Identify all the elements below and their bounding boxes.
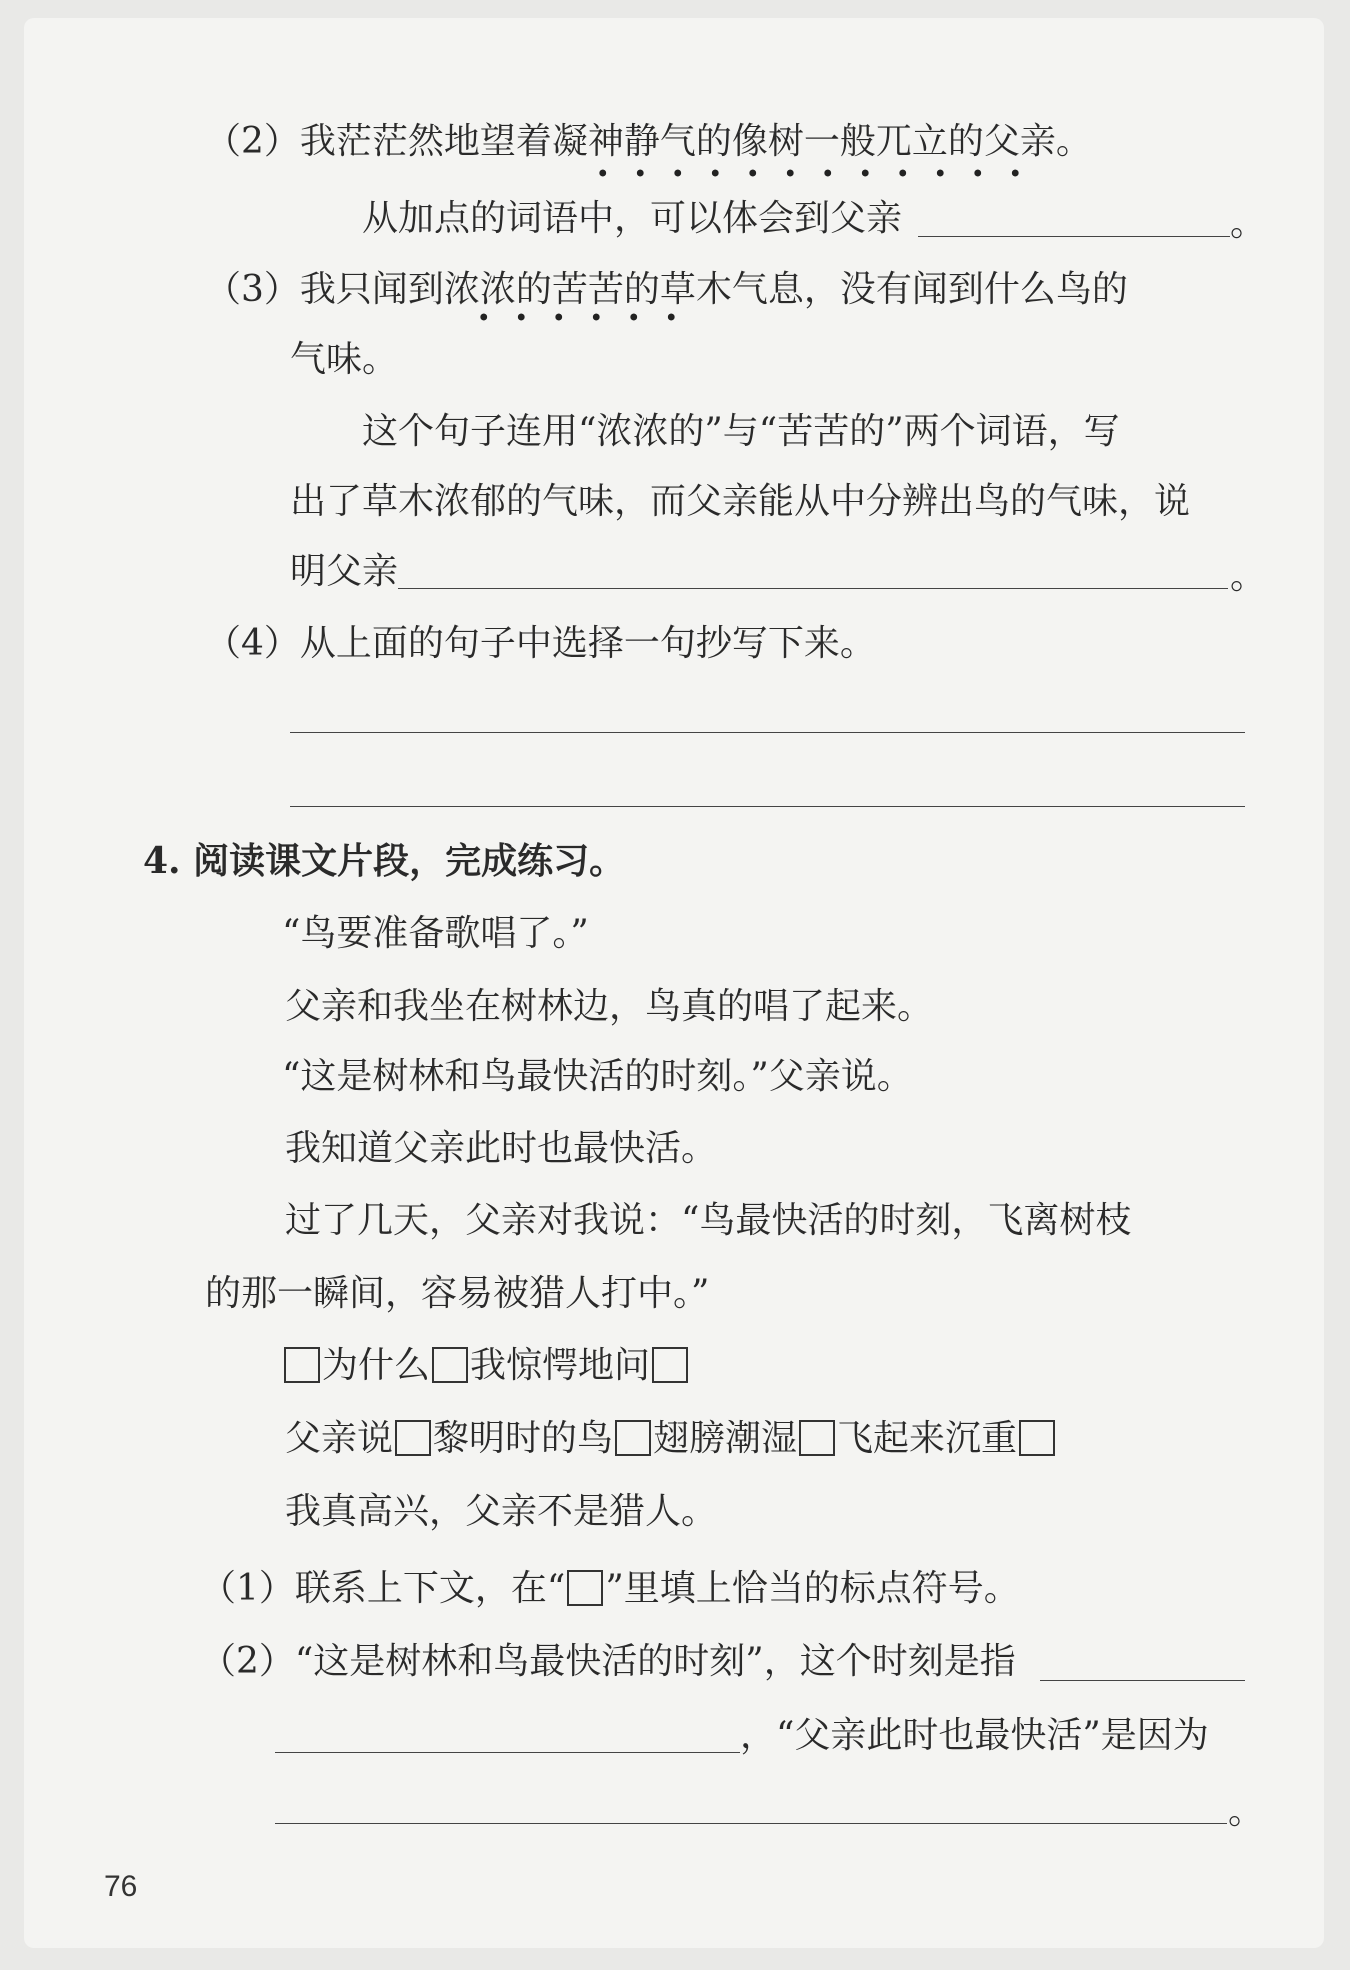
punctuation-box[interactable]	[395, 1420, 431, 1456]
punctuation-box-line-1	[282, 1342, 690, 1390]
punctuation-box[interactable]	[799, 1420, 835, 1456]
text-fragment: 父亲说	[285, 1418, 394, 1459]
sub2-line1: （2）“这是树林和鸟最快活的时刻”，这个时刻是指	[200, 1641, 1016, 1682]
answer-line[interactable]	[290, 806, 1245, 807]
punctuation-box[interactable]	[284, 1347, 320, 1383]
sub1-text-after: ”里填上恰当的标点符号。	[605, 1568, 1020, 1609]
answer-blank[interactable]	[275, 1823, 1227, 1824]
sub1-prompt	[200, 1565, 1020, 1613]
text-fragment: 翅膀潮湿	[653, 1418, 798, 1459]
text-fragment: 我惊愕地问	[470, 1345, 651, 1386]
answer-blank[interactable]	[398, 588, 1228, 589]
emphasis-dots	[584, 168, 1039, 178]
answer-blank[interactable]	[1040, 1680, 1245, 1681]
text-fragment: 为什么	[322, 1345, 431, 1386]
q3-explain-line1: 这个句子连用“浓浓的”与“苦苦的”两个词语，写	[362, 411, 1120, 452]
q3-sentence-line2: 气味。	[290, 339, 399, 380]
text-fragment: 飞起来沉重	[837, 1418, 1018, 1459]
q3-end: 。	[1230, 556, 1267, 597]
punctuation-box[interactable]	[1019, 1420, 1055, 1456]
answer-blank[interactable]	[918, 236, 1230, 237]
page-number: 76	[104, 1870, 138, 1903]
passage-line: 过了几天，父亲对我说：“鸟最快活的时刻，飞离树枝	[285, 1200, 1132, 1241]
punctuation-box[interactable]	[432, 1347, 468, 1383]
q2-sentence: （2）我茫茫然地望着凝神静气的像树一般兀立的父亲。	[205, 121, 1092, 162]
q2-end: 。	[1230, 203, 1267, 244]
emphasis-dots	[465, 312, 690, 322]
passage-line: “鸟要准备歌唱了。”	[282, 913, 589, 954]
punctuation-box[interactable]	[615, 1420, 651, 1456]
answer-blank[interactable]	[275, 1752, 740, 1753]
passage-line: 父亲和我坐在树林边，鸟真的唱了起来。	[285, 986, 934, 1027]
box-symbol	[567, 1570, 603, 1606]
q3-explain-line2: 出了草木浓郁的气味，而父亲能从中分辨出鸟的气味，说	[290, 481, 1191, 522]
q4-prompt: （4）从上面的句子中选择一句抄写下来。	[205, 623, 876, 664]
q3-explain-line3: 明父亲	[290, 551, 399, 592]
section-title: 4. 阅读课文片段，完成练习。	[143, 840, 626, 882]
passage-line: 的那一瞬间，容易被猎人打中。”	[205, 1273, 710, 1314]
answer-line[interactable]	[290, 732, 1245, 733]
passage-line: 我知道父亲此时也最快活。	[285, 1128, 718, 1169]
sub2-line2: ，“父亲此时也最快活”是因为	[740, 1715, 1209, 1756]
passage-line: 我真高兴，父亲不是猎人。	[285, 1491, 718, 1532]
punctuation-box[interactable]	[652, 1347, 688, 1383]
punctuation-box-line-2	[285, 1415, 1057, 1463]
text-fragment: 黎明时的鸟	[433, 1418, 614, 1459]
sub2-end: 。	[1228, 1791, 1265, 1832]
q3-sentence-line1: （3）我只闻到浓浓的苦苦的草木气息，没有闻到什么鸟的	[205, 269, 1128, 310]
passage-line: “这是树林和鸟最快活的时刻。”父亲说。	[282, 1056, 913, 1097]
q2-prompt: 从加点的词语中，可以体会到父亲	[362, 198, 903, 239]
sub1-text-before: （1）联系上下文，在“	[200, 1568, 566, 1609]
